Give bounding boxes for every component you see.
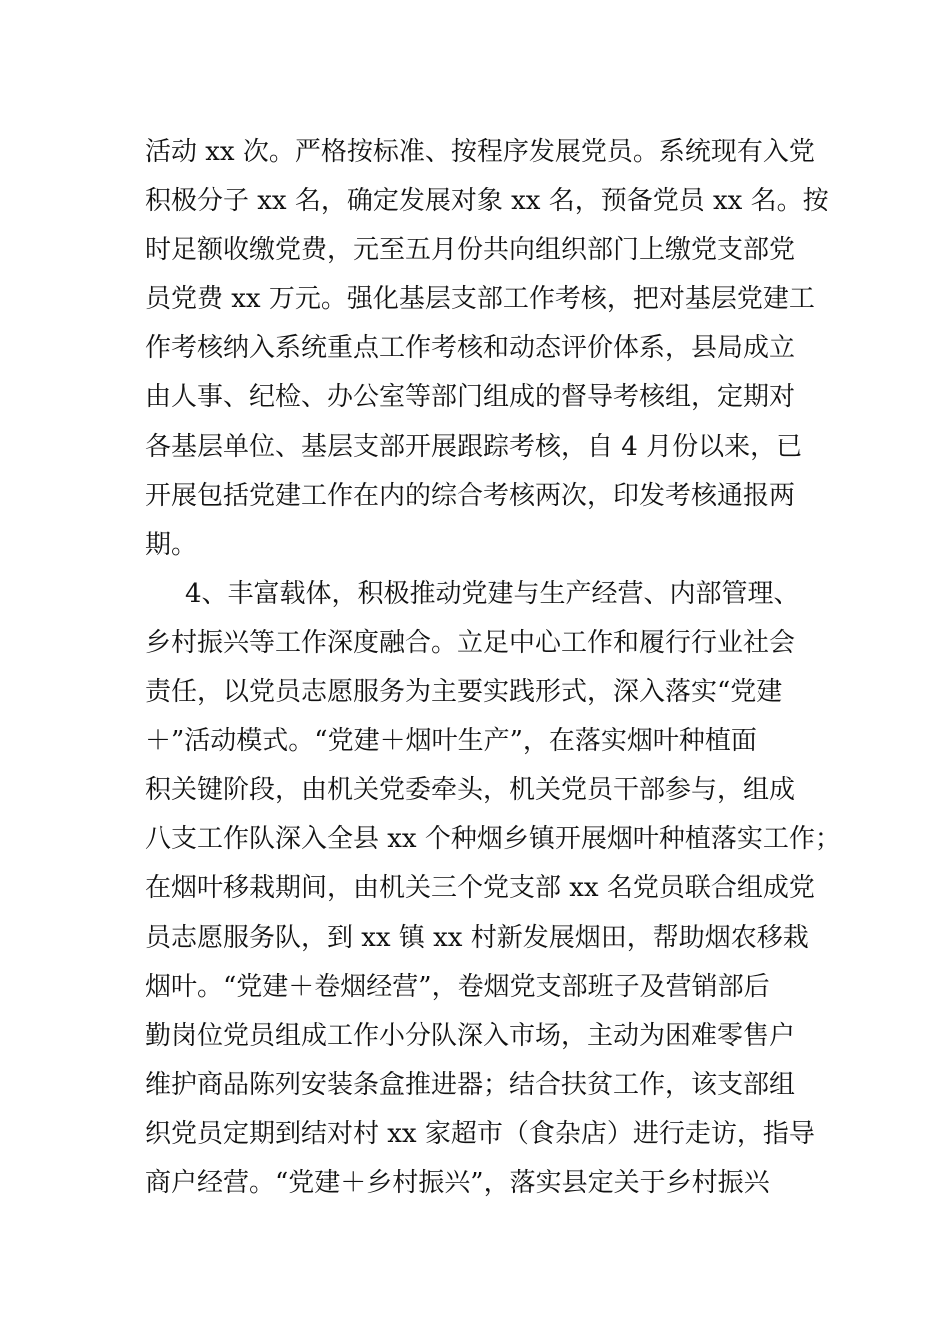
section-heading-line: 4、丰富载体，积极推动党建与生产经营、内部管理、 [185, 578, 800, 609]
text-line: 勤岗位党员组成工作小分队深入市场，主动为困难零售户 [145, 1020, 796, 1051]
text-line: 各基层单位、基层支部开展跟踪考核，自 4 月份以来，已 [145, 431, 803, 462]
text-line: 责任，以党员志愿服务为主要实践形式，深入落实“党建 [145, 677, 783, 708]
text-line: 时足额收缴党费，元至五月份共向组织部门上缴党支部党 [145, 235, 796, 266]
text-line: 员志愿服务队，到 xx 镇 xx 村新发展烟田，帮助烟农移栽 [145, 922, 809, 953]
text-line: 活动 xx 次。严格按标准、按程序发展党员。系统现有入党 [145, 137, 815, 167]
text-line: 在烟叶移栽期间，由机关三个党支部 xx 名党员联合组成党 [145, 873, 815, 904]
text-line: 织党员定期到结对村 xx 家超市（食杂店）进行走访，指导 [145, 1118, 815, 1149]
text-line: 乡村振兴等工作深度融合。立足中心工作和履行行业社会 [145, 627, 796, 658]
text-line: 烟叶。“党建＋卷烟经营”，卷烟党支部班子及营销部后 [145, 971, 770, 1002]
text-line: 作考核纳入系统重点工作考核和动态评价体系，县局成立 [145, 333, 796, 364]
text-line: 维护商品陈列安装条盒推进器；结合扶贫工作，该支部组 [145, 1069, 796, 1100]
body-text [145, 128, 841, 1208]
text-line: 开展包括党建工作在内的综合考核两次，印发考核通报两 [145, 480, 796, 511]
text-line: ＋”活动模式。“党建＋烟叶生产”，在落实烟叶种植面 [145, 726, 757, 757]
text-line: 积关键阶段，由机关党委牵头，机关党员干部参与，组成 [145, 775, 796, 806]
text-line: 积极分子 xx 名，确定发展对象 xx 名，预备党员 xx 名。按 [145, 186, 829, 217]
text-line: 期。 [145, 529, 198, 560]
text-line: 商户经营。“党建＋乡村振兴”，落实县定关于乡村振兴 [145, 1167, 770, 1198]
text-line: 八支工作队深入全县 xx 个种烟乡镇开展烟叶种植落实工作； [145, 824, 841, 855]
text-line: 由人事、纪检、办公室等部门组成的督导考核组，定期对 [145, 382, 796, 413]
text-line: 员党费 xx 万元。强化基层支部工作考核，把对基层党建工 [145, 284, 815, 315]
